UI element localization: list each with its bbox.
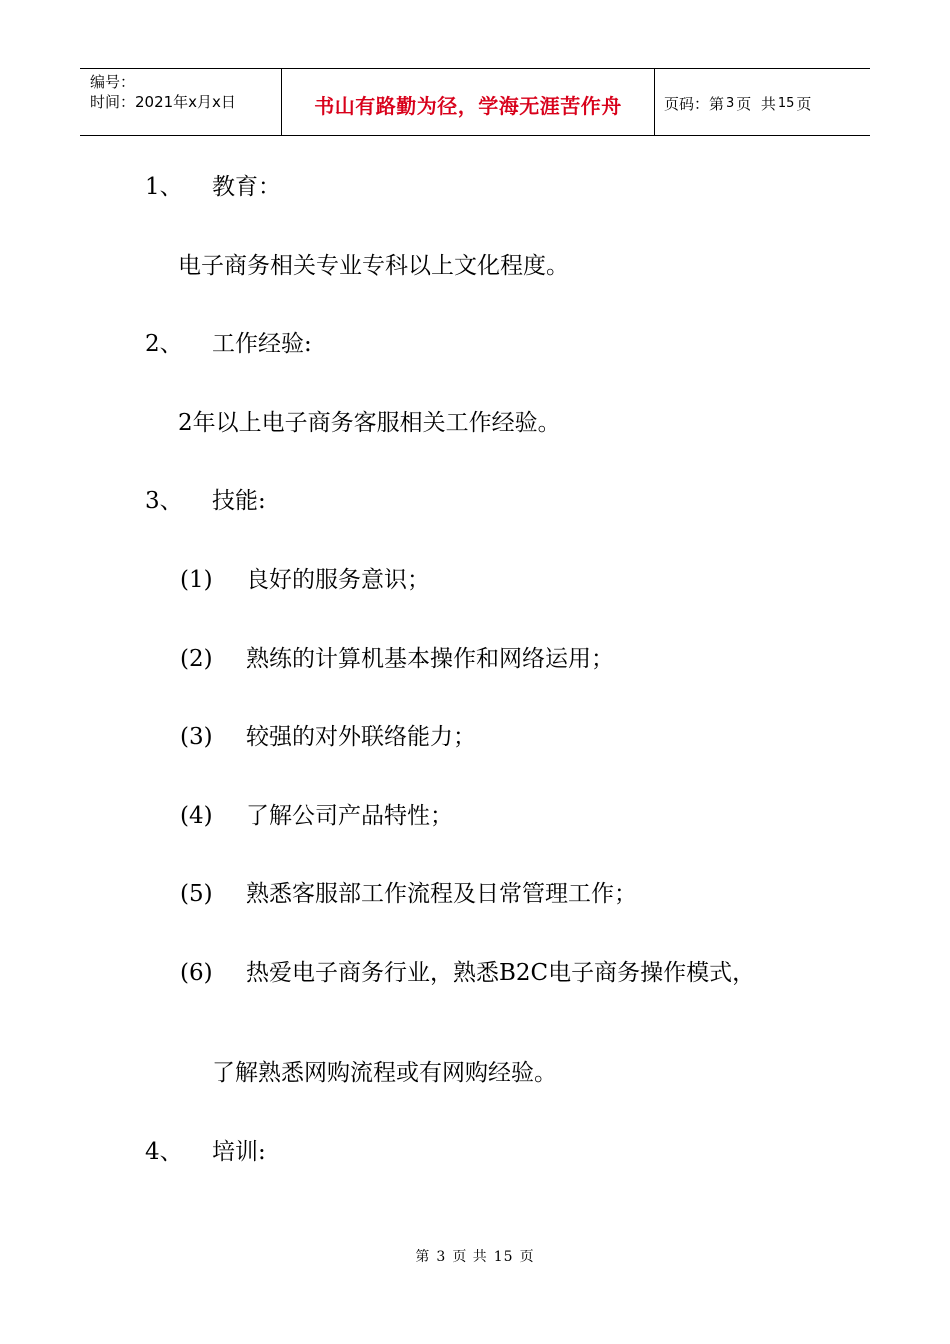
page-footer: [0, 1246, 950, 1266]
page-current: 3: [726, 95, 735, 111]
page-middle: 页 共: [736, 94, 776, 113]
skill-number: (1): [180, 567, 213, 593]
page-total: 15: [777, 95, 795, 111]
skill-text: 熟悉客服部工作流程及日常管理工作；: [246, 881, 637, 907]
skill-text: 良好的服务意识；: [246, 567, 430, 593]
skill-continuation: 了解熟悉网购流程或有网购经验。: [212, 1060, 557, 1086]
time-label: 时间：2021年x月x日: [90, 93, 236, 111]
skill-number: (2): [180, 646, 213, 672]
skill-text: 熟练的计算机基本操作和网络运用；: [246, 646, 614, 672]
footer-suffix: 页: [519, 1249, 535, 1265]
skill-number: (4): [180, 803, 213, 829]
section-title: 教育：: [212, 174, 281, 200]
section-title: 技能:: [212, 488, 266, 514]
motto-text: 书山有路勤为径，学海无涯苦作舟: [314, 93, 622, 118]
skill-number: (3): [180, 724, 213, 750]
skill-text: 了解公司产品特性；: [246, 803, 453, 829]
footer-prefix: 第: [415, 1249, 431, 1265]
page-suffix: 页: [796, 94, 812, 113]
page-prefix: 页码：第: [664, 94, 725, 113]
section-body: 电子商务相关专业专科以上文化程度。: [178, 253, 569, 279]
skill-number: (5): [180, 881, 213, 907]
footer-current: 3: [436, 1249, 447, 1265]
skill-text: 较强的对外联络能力；: [246, 724, 476, 750]
footer-middle: 页 共: [452, 1249, 488, 1265]
section-number: 2、: [145, 331, 183, 357]
section-body: 2年以上电子商务客服相关工作经验。: [178, 410, 561, 436]
skill-text: 热爱电子商务行业，熟悉B2C电子商务操作模式，: [246, 960, 756, 986]
section-number: 1、: [145, 174, 183, 200]
section-number: 4、: [145, 1139, 183, 1165]
serial-label: 编号：: [90, 73, 136, 91]
section-title: 培训:: [212, 1139, 266, 1165]
header-meta-cell: [80, 69, 282, 135]
section-title: 工作经验:: [212, 331, 312, 357]
header-motto-cell: [282, 69, 655, 135]
section-number: 3、: [145, 488, 183, 514]
header-page-cell: [655, 69, 870, 135]
skill-number: (6): [180, 960, 213, 986]
footer-total: 15: [493, 1249, 514, 1265]
page-header: [80, 68, 870, 136]
